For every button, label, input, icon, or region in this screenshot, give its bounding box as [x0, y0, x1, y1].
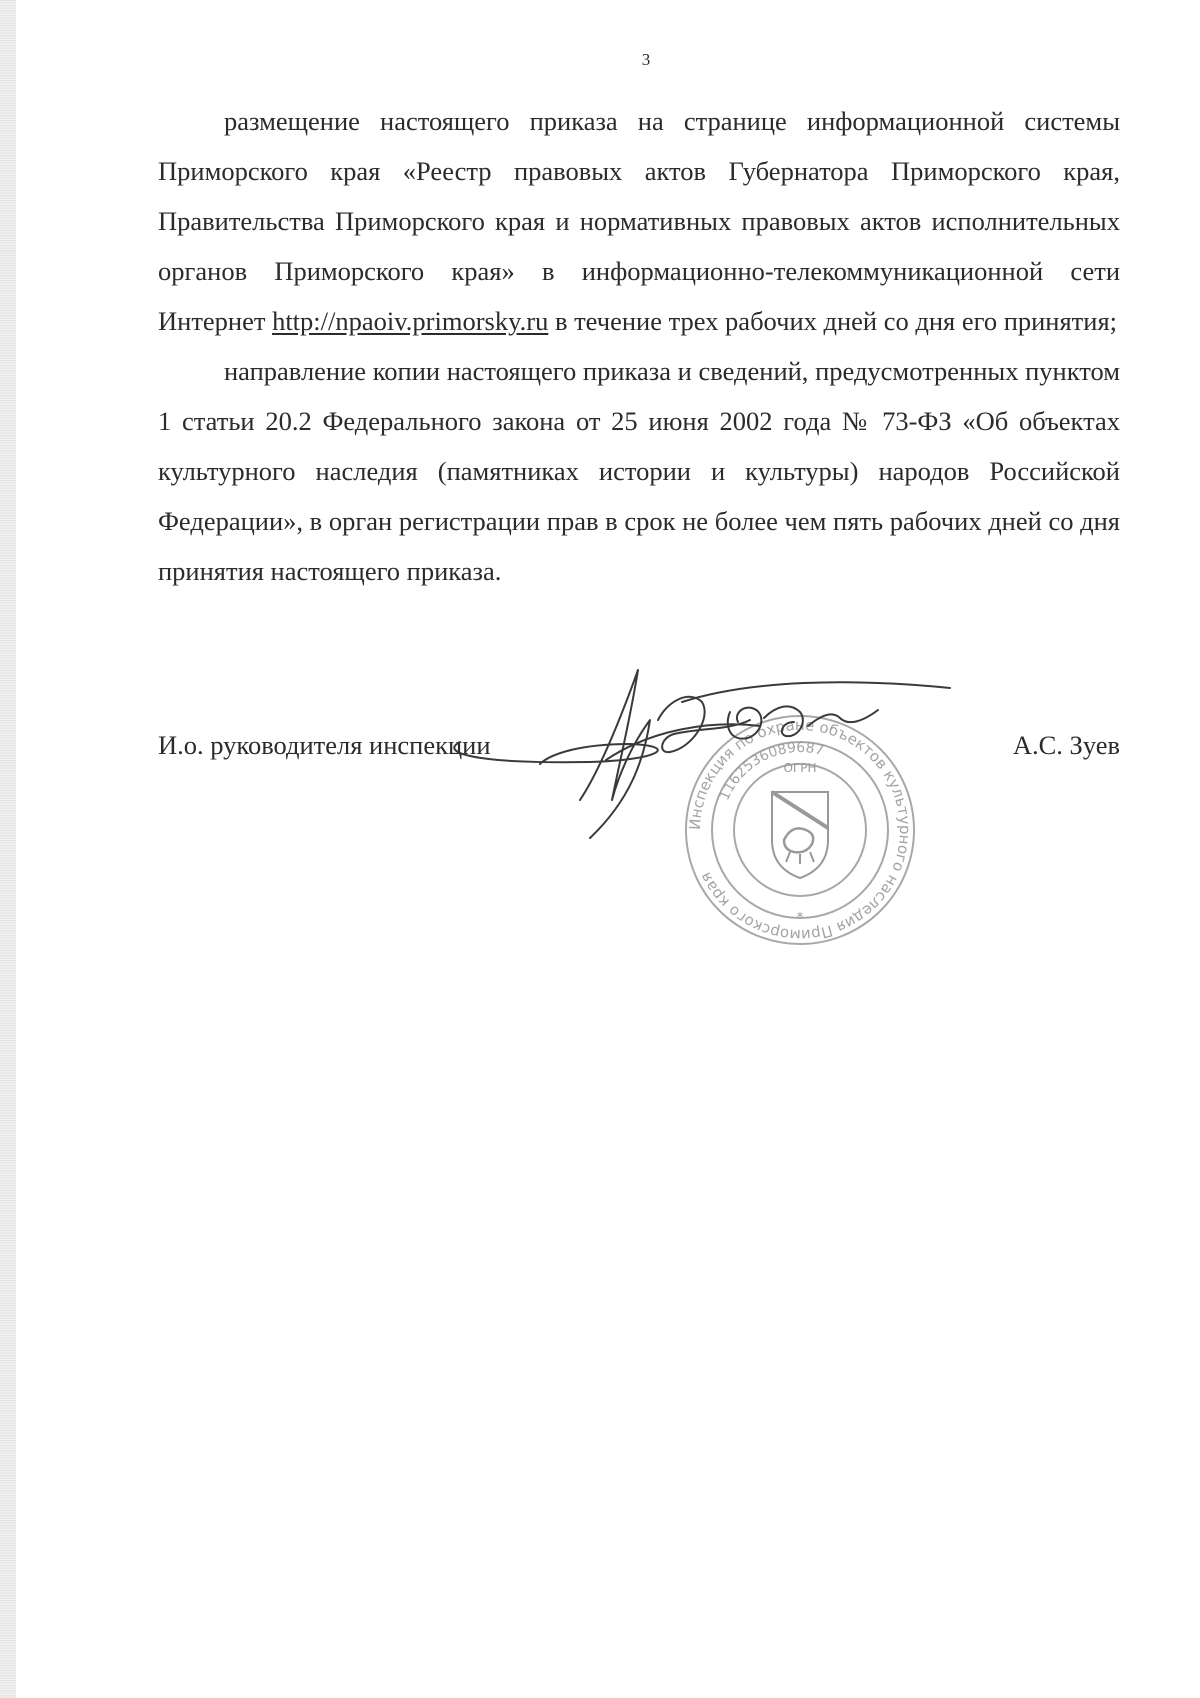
seal-ogrn-label: ОГРН [783, 761, 817, 775]
signer-title: И.о. руководителя инспекции [158, 730, 491, 760]
paragraph-registration: направление копии настоящего приказа и сведений, предусмотренных пунктом 1 статьи 20.2 Федерального закона от 25 июня 2002 года № 73-ФЗ «Об объектах культурного наследия (памятниках истории и культуры) народов Российской Федерации», в орган регистрации прав в срок не более чем пять рабочих дней со дня принятия настоящего приказа. [158, 356, 1120, 586]
page-number: 3 [641, 50, 651, 69]
handwritten-signature [430, 660, 960, 870]
scan-edge [0, 0, 16, 1698]
seal-outer-text: Инспекция по охране объектов культурного наследия Приморского края [685, 715, 915, 945]
paragraph-publication [158, 96, 1120, 346]
paragraph-text: размещение настоящего приказа на странице информационной системы Приморского края «Реестр правовых актов Губернатора Приморского края, Правительства Приморского края и нормативных правовых актов исполнительных органов Приморского края» в информационно-телекоммуникационной сети Интернет [158, 106, 1120, 336]
paragraph-text: в течение трех рабочих дней со дня его принятия; [548, 306, 1117, 336]
seal-star-icon: * [796, 910, 804, 926]
seal-number: 1162536089687 [716, 739, 826, 803]
signer-name: А.С. Зуев [1012, 730, 1120, 760]
registry-url-link[interactable]: http://npaoiv.primorsky.ru [272, 306, 549, 336]
document-body [158, 96, 1120, 596]
